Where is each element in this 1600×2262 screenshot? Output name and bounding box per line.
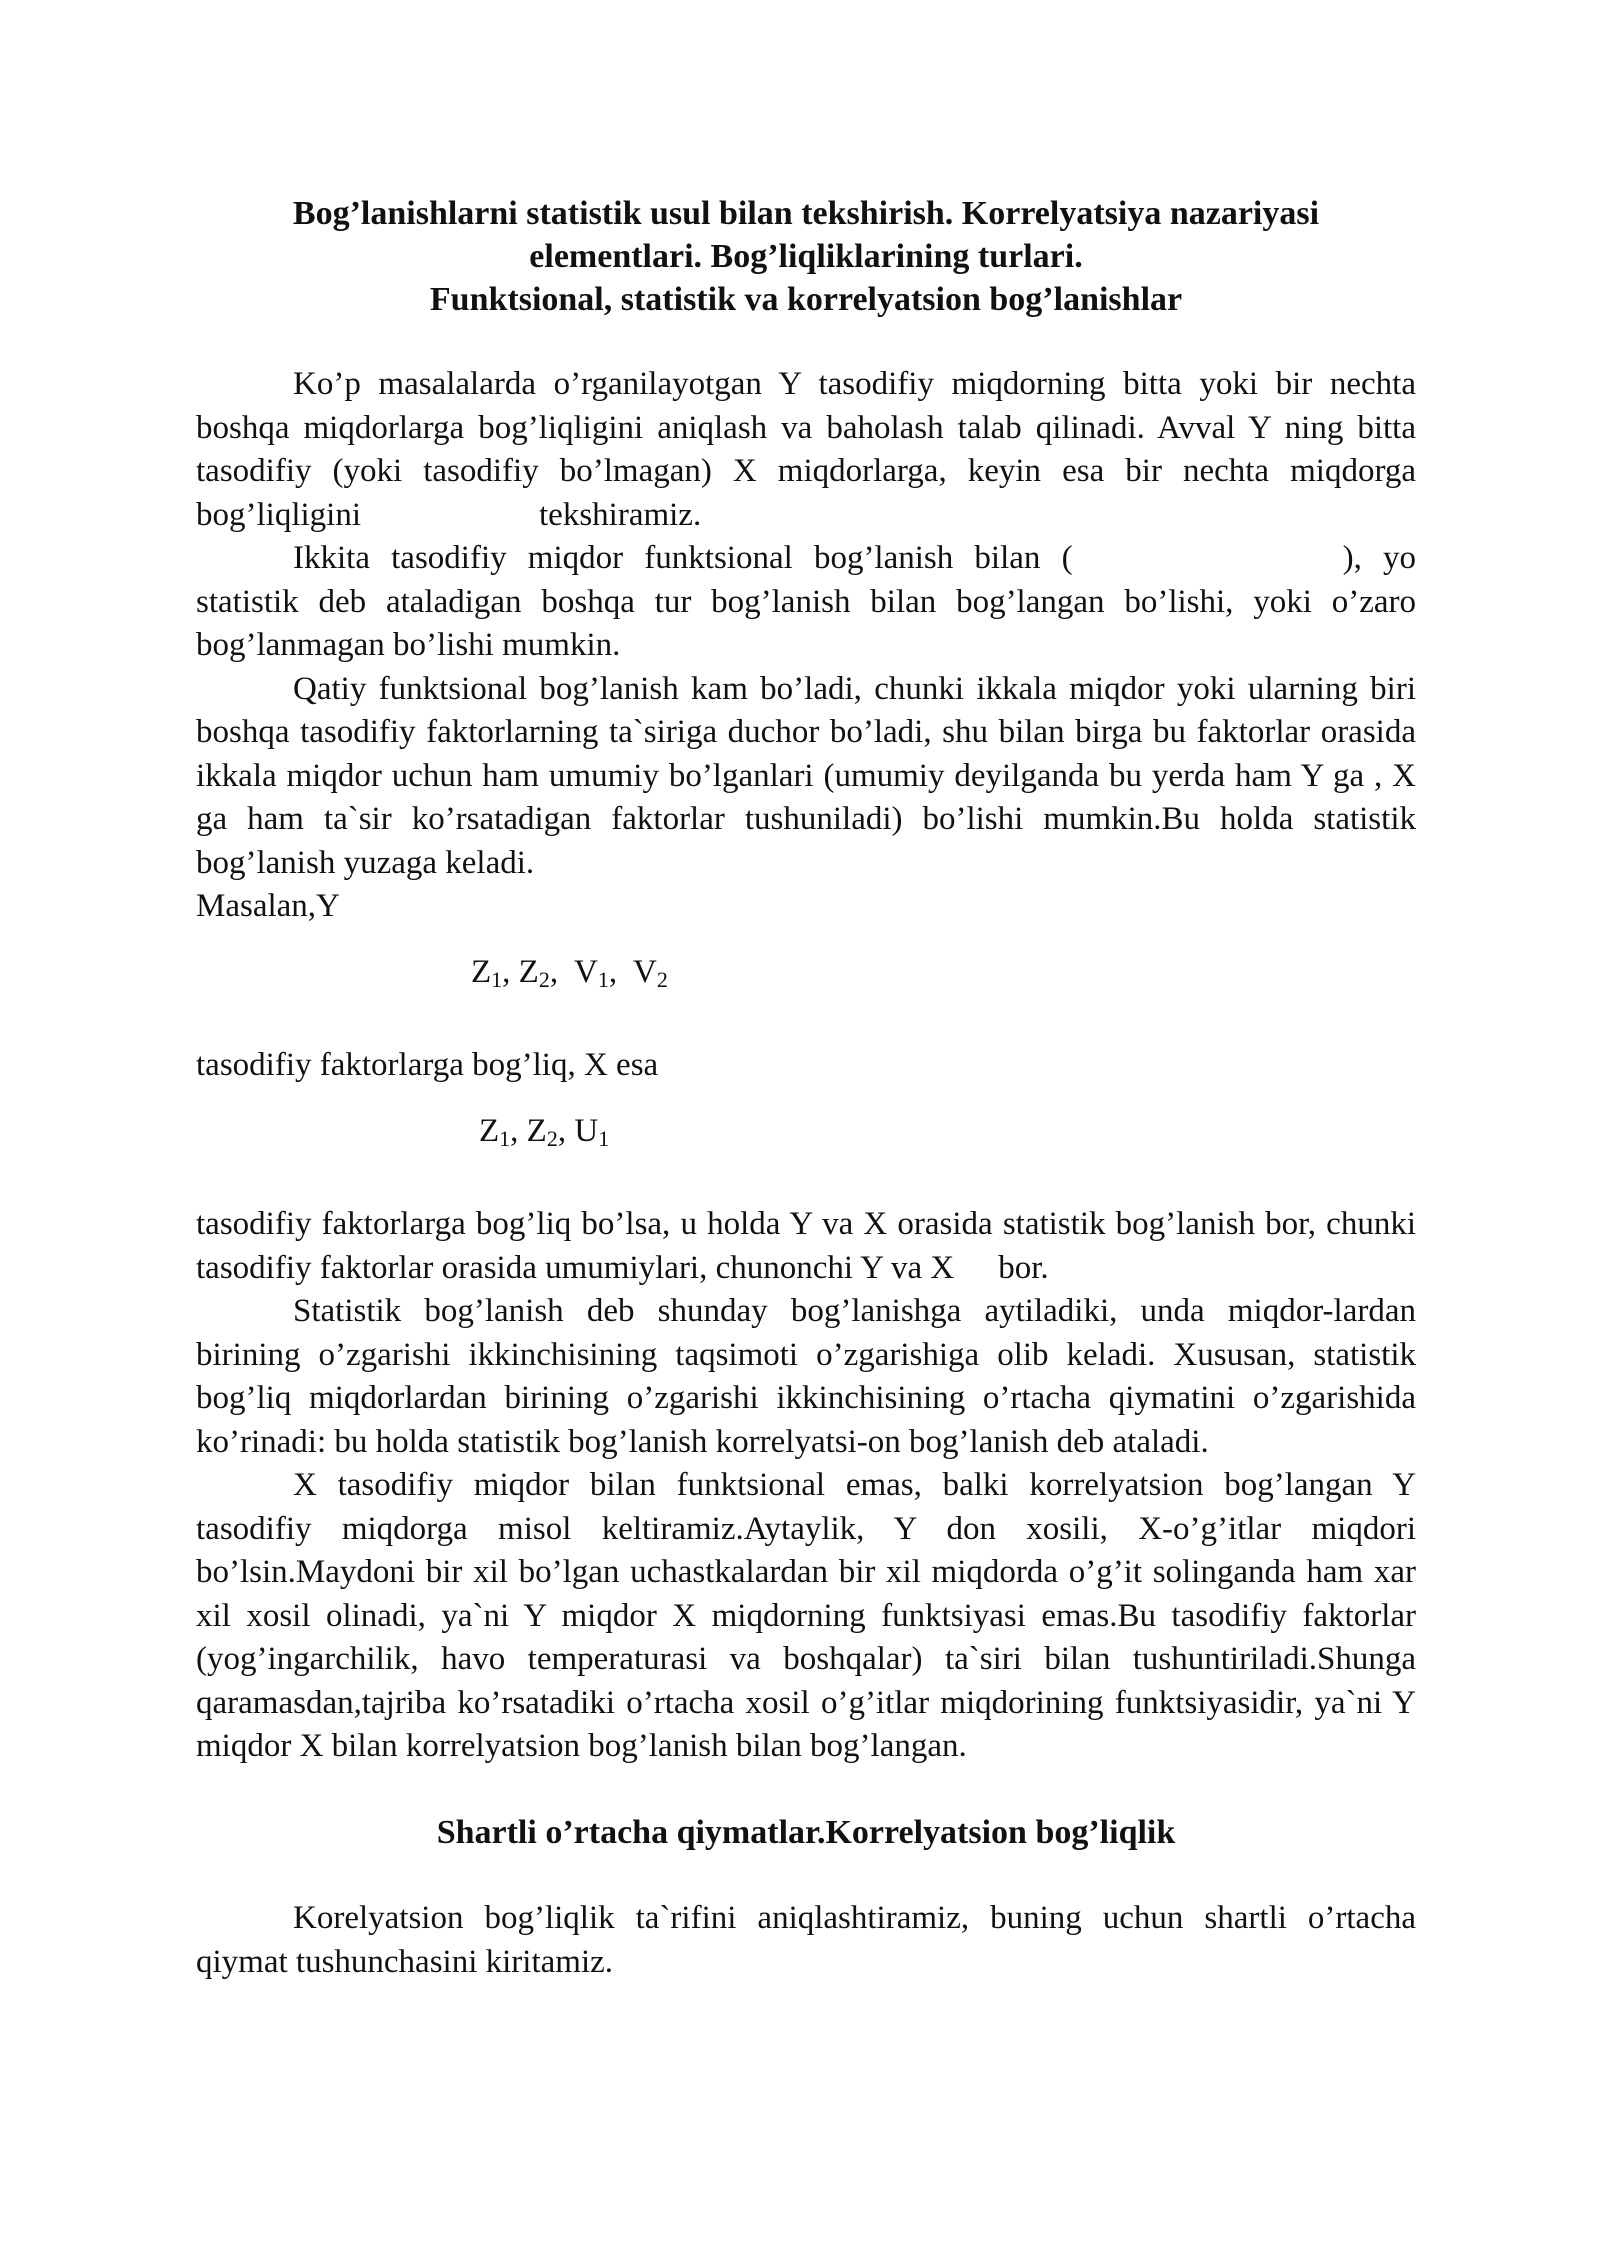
paragraph-example-text: X tasodifiy miqdor bilan funktsional emas, balki korrelyatsion bog’langan Y tasodifiy miqdorga misol keltiramiz.Aytaylik, Y don xosili, X-o’g’itlar miqdori bo’lsin.Maydoni bir xil bo’lgan uchastkalardan bir xil miqdorda o’g’it solinganda ham xar xil xosil olinadi, ya`ni Y miqdor X miqdorning funktsiyasi emas.Bu tasodifiy faktorlar (yog’ingarchilik, havo temperaturasi va boshqalar) ta`siri bilan tushuntiriladi.Shunga qaramasdan,tajriba ko’rsatadiki o’rtacha xosil o’g’itlar miqdorining funktsiyasidir, ya`ni Y miqdor X bilan korrelyatsion bog’lanish bilan bog’langan. [196,1467,1416,1764]
title-line-1: Bog’lanishlarni statistik usul bilan tekshirish. Korrelyatsiya nazariyasi [292,195,1320,232]
paragraph-conditional-mean [196,1897,1416,1984]
paragraph-intro [196,363,1416,537]
formula-v2-sub: 2 [656,966,668,992]
formula-z2-sub: 2 [538,966,550,992]
formula-z1: Z [479,1112,500,1149]
paragraph-intro-tail: tekshiramiz. [539,496,702,533]
title-line-3: Funktsional, statistik va korrelyatsion bog’lanishlar [429,281,1183,318]
paragraph-x-factors [196,1044,1416,1088]
title-line-2: elementlari. Bog’liqliklarining turlari. [529,238,1083,275]
formula-v1-sub: 1 [597,966,609,992]
paragraph-types-rest: ), yo statistik deb ataladigan boshqa tur bog’lanish bilan bog’langan bo’lishi, yoki o’zaro bog’lanmagan bo’lishi mumkin. [196,540,1416,663]
paragraph-statistical-text: Qatiy funktsional bog’lanish kam bo’ladi, chunki ikkala miqdor yoki ularning biri boshqa tasodifiy faktorlarning ta`siriga duchor bo’ladi, shu bilan birga bu faktorlar orasida ikkala miqdor uchun ham umumiy bo’lganlari (umumiy deyilganda bu yerda ham Y ga , X ga ham ta`sir ko’rsatadigan faktorlar tushuniladi) bo’lishi mumkin.Bu holda statistik bog’lanish yuzaga keladi. [196,670,1416,881]
formula-z2: Z [518,953,539,990]
paragraph-example [196,1464,1416,1769]
paragraph-x-factors-text: tasodifiy faktorlarga bog’liq, X esa [196,1047,659,1083]
section-title: Shartli o’rtacha qiymatlar.Korrelyatsion bog’liqlik [436,1813,1176,1851]
paragraph-masalan [196,885,1416,929]
paragraph-types-start: Ikkita tasodifiy miqdor funktsional bog’lanish bilan ( [293,540,1073,576]
masalan-text: Masalan,Y [196,888,340,924]
paragraph-conditional-mean-text: Korelyatsion bog’liqlik ta`rifini aniqlashtiramiz, buning uchun shartli o’rtacha qiymat tushunchasini kiritamiz. [196,1900,1416,1980]
formula-factors-y: $Z_1$, $Z_2$, $V_1$, $V_2$ [471,953,668,992]
document-title [196,192,1416,321]
paragraph-intro-text: Ko’p masalalarda o’rganilayotgan Y tasodifiy miqdorning bitta yoki bir nechta boshqa miqdorlarga bog’liqligini aniqlash va baholash talab qilinadi. Avval Y ning bitta tasodifiy (yoki tasodifiy bo’lmagan) X miqdorlarga, keyin esa bir nechta miqdorga bog’liqligini [196,366,1416,533]
formula-u1: U [574,1112,599,1149]
formula-z1-sub: 1 [491,966,503,992]
formula-z2-sub: 2 [546,1125,558,1151]
formula-z2: Z [526,1112,547,1149]
paragraph-types [196,537,1416,668]
paragraph-dependence-tail: bor. [998,1249,1049,1286]
formula-z1-sub: 1 [499,1125,511,1151]
formula-v1: V [574,953,598,990]
formula-u1-sub: 1 [598,1125,610,1151]
formula-v2: V [633,953,657,990]
formula-z1: Z [471,953,492,990]
paragraph-dependence [196,1203,1416,1290]
paragraph-dependence-text: tasodifiy faktorlarga bog’liq bo’lsa, u holda Y va X orasida statistik bog’lanish bor, chunki tasodifiy faktorlar orasida umumiylari, chunonchi Y va X [196,1206,1416,1286]
formula-factors-x: $Z_1$, $Z_2$, $U_1$ [479,1112,610,1151]
paragraph-definition [196,1290,1416,1464]
document-page [196,192,1416,1984]
paragraph-statistical [196,668,1416,886]
paragraph-definition-text: Statistik bog’lanish deb shunday bog’lanishga aytiladiki, unda miqdor-lardan birining o’zgarishi ikkinchisining taqsimoti o’zgarishiga olib keladi. Xususan, statistik bog’liq miqdorlardan birining o’zgarishi ikkinchisining o’rtacha qiymatini o’zgarishida ko’rinadi: bu holda statistik bog’lanish korrelyatsi-on bog’lanish deb ataladi. [196,1293,1416,1460]
